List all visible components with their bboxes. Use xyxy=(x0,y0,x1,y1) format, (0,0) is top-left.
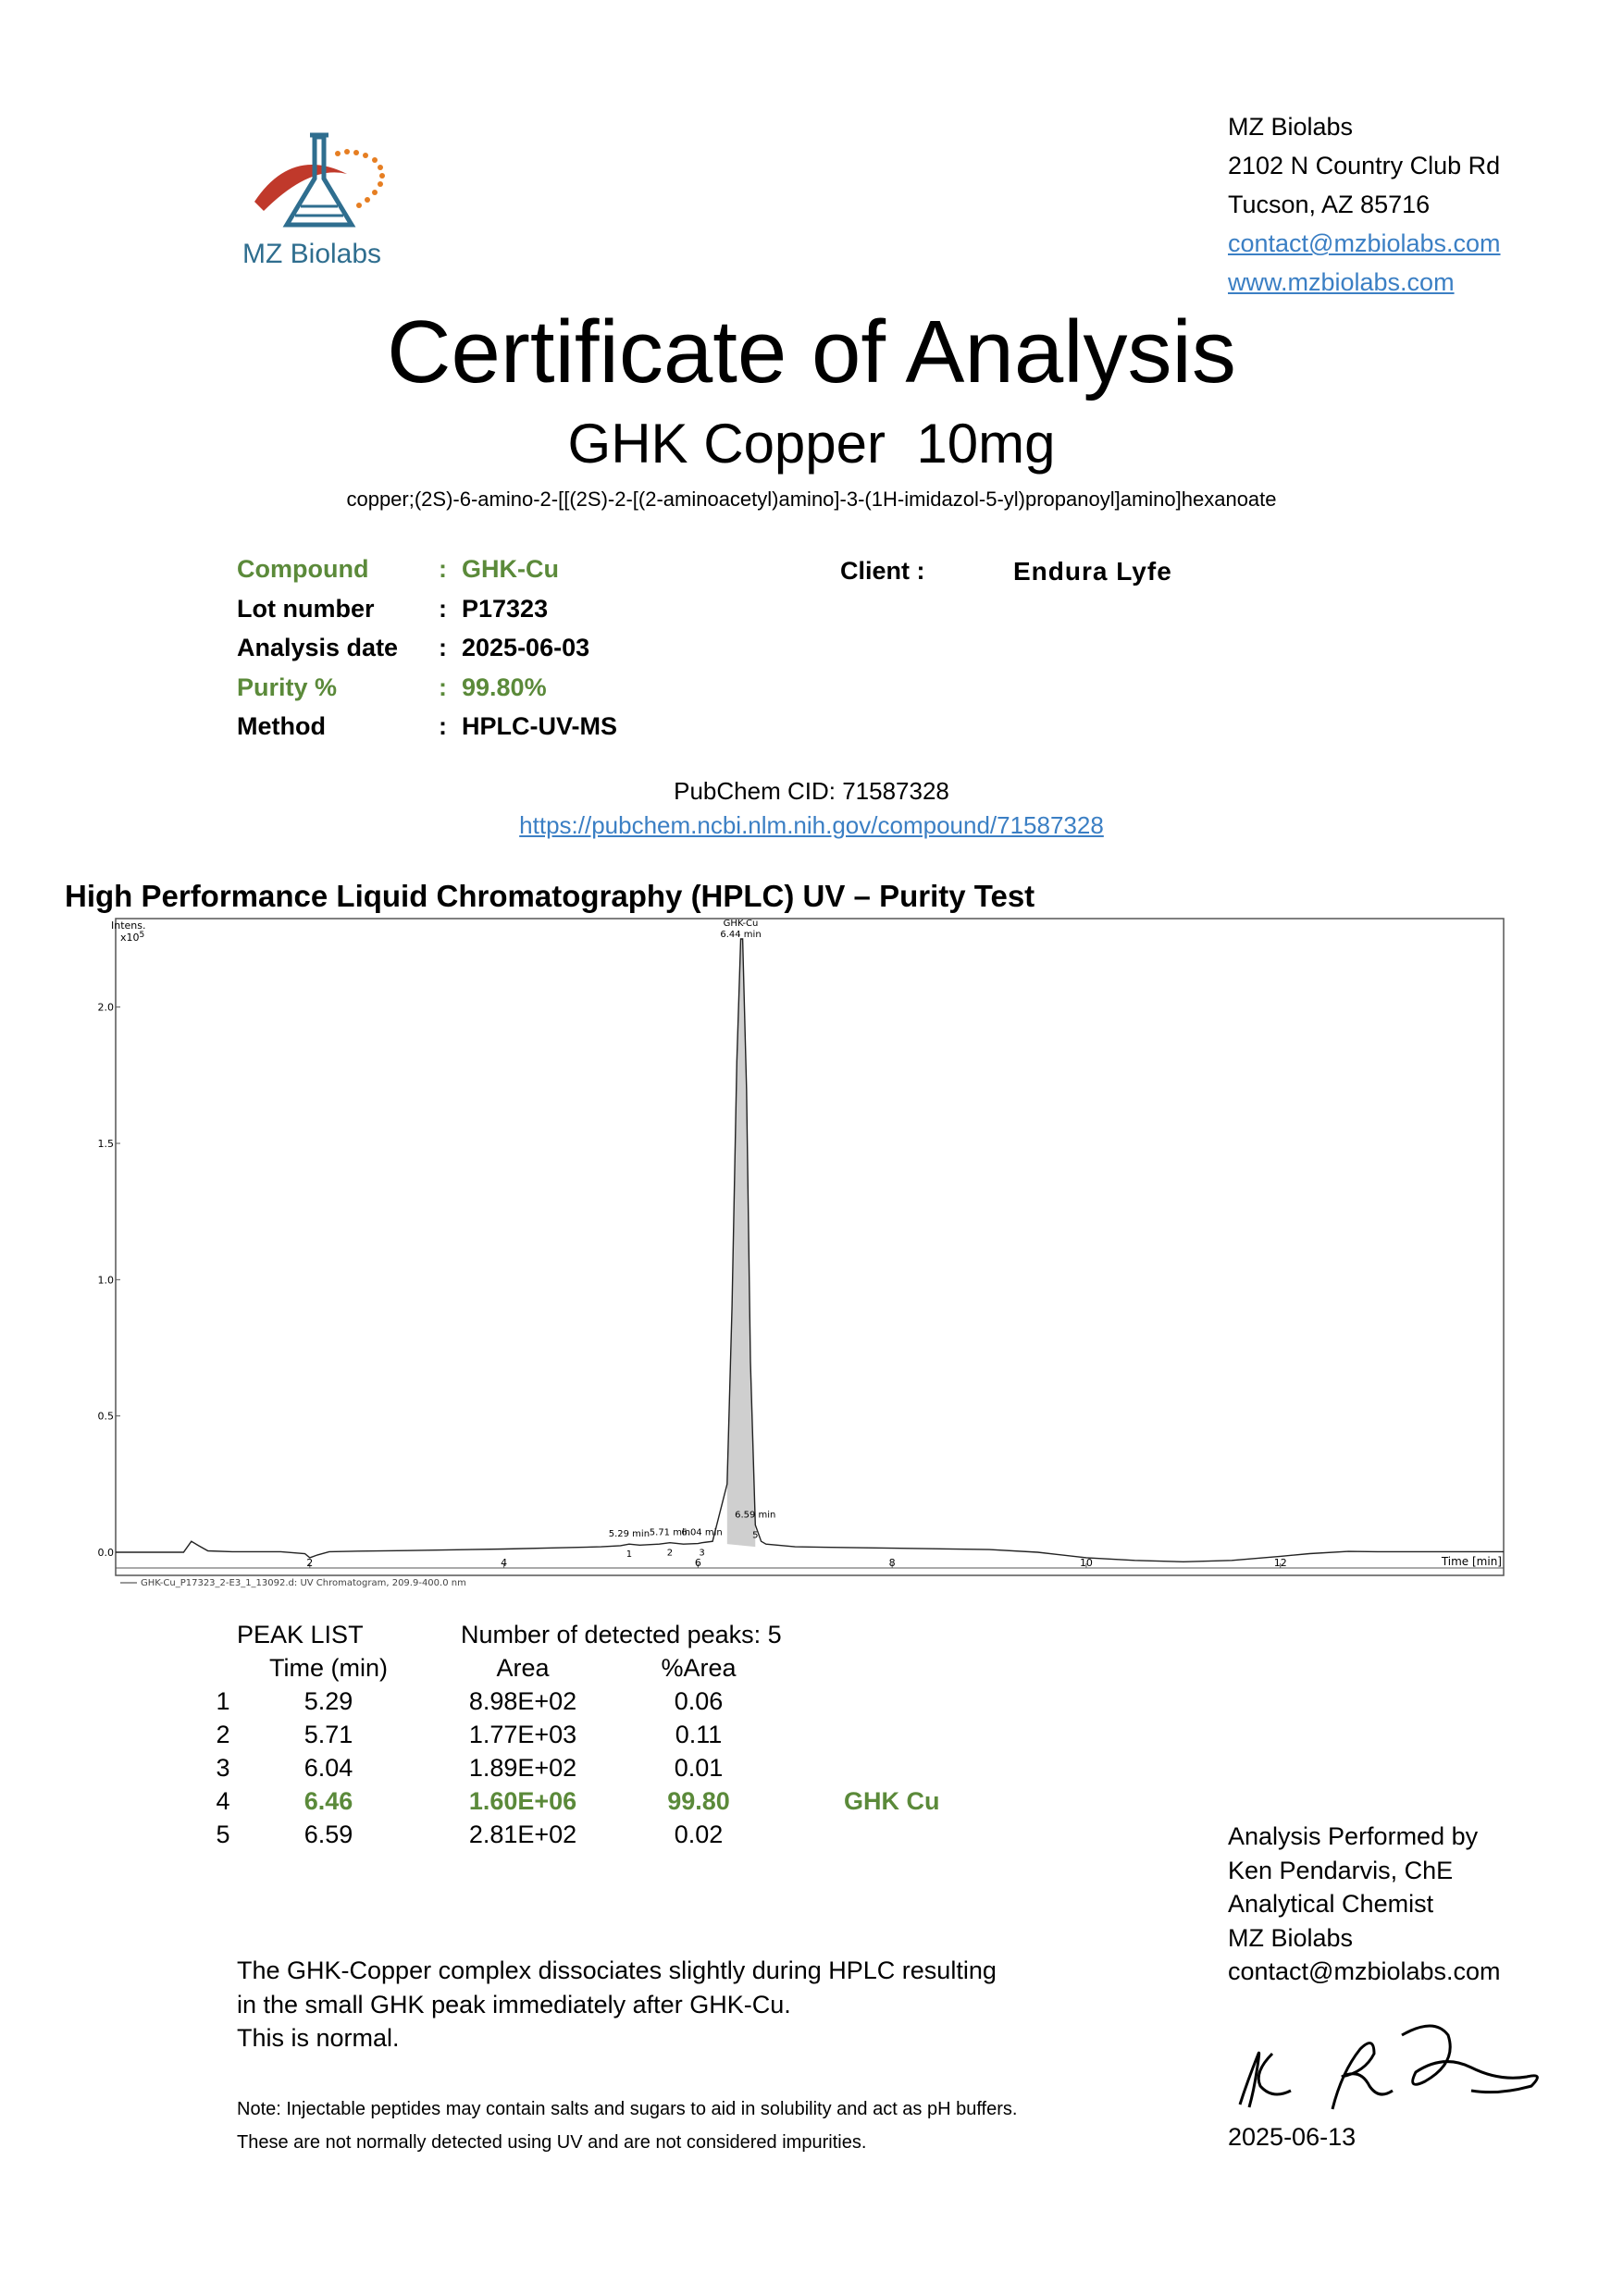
peak-area: 1.89E+02 xyxy=(468,1754,577,1782)
analysis-date-label: Analysis date xyxy=(237,634,399,661)
x-tick-label: 8 xyxy=(888,1557,896,1569)
y-tick-label: 2.0 xyxy=(97,1001,114,1014)
peak-time: 6.04 xyxy=(304,1754,353,1782)
peak-annotation-number: 1 xyxy=(626,1549,633,1561)
method-value: HPLC-UV-MS xyxy=(462,712,617,740)
chromatogram-line xyxy=(116,939,1504,1562)
peak-index: 4 xyxy=(216,1787,230,1815)
peak-area: 1.77E+03 xyxy=(468,1721,577,1748)
colon: : xyxy=(439,594,447,623)
hplc-section-title: High Performance Liquid Chromatography (HPLC) UV – Purity Test xyxy=(65,879,1035,913)
peak-index: 1 xyxy=(216,1687,230,1715)
y-tick-label: 1.0 xyxy=(97,1274,114,1287)
analysis-date-value: 2025-06-03 xyxy=(462,634,590,661)
peak-annotation-number: 5 xyxy=(752,1530,759,1541)
peak-index: 2 xyxy=(216,1721,230,1748)
dissociation-note xyxy=(237,1954,997,2055)
compound-value: GHK-Cu xyxy=(462,555,559,583)
peak-time: 5.29 xyxy=(304,1687,353,1715)
header-time: Time (min) xyxy=(269,1654,388,1682)
note-line: Note: Injectable peptides may contain salts and sugars to aid in solubility and act as pH buffers. xyxy=(237,2099,1018,2119)
fine-print-note xyxy=(237,2092,1017,2159)
peak-time: 5.71 xyxy=(304,1721,353,1748)
logo-text: MZ Biolabs xyxy=(242,239,382,269)
peak-pct: 0.01 xyxy=(674,1754,724,1782)
peak-list-title: PEAK LIST xyxy=(237,1621,364,1648)
x-tick-label: 4 xyxy=(501,1557,508,1569)
pubchem-link[interactable]: https://pubchem.ncbi.nlm.nih.gov/compound/71587328 xyxy=(519,811,1104,839)
city-state-zip: Tucson, AZ 85716 xyxy=(1228,191,1431,218)
signature-date: 2025-06-13 xyxy=(1228,2123,1357,2151)
detected-peaks: Number of detected peaks: 5 xyxy=(461,1621,782,1648)
main-peak-time: 6.44 min xyxy=(720,930,762,940)
peak-area: 8.98E+02 xyxy=(468,1687,577,1715)
header-pct: %Area xyxy=(661,1654,737,1682)
website-link[interactable]: www.mzbiolabs.com xyxy=(1228,268,1455,296)
lot-label: Lot number xyxy=(237,594,375,623)
street-address: 2102 N Country Club Rd xyxy=(1228,152,1501,179)
peak-index: 5 xyxy=(216,1821,230,1848)
peak-annotation-label: 5.29 min xyxy=(608,1529,650,1540)
peak-pct: 0.02 xyxy=(674,1821,724,1848)
note-line: The GHK-Copper complex dissociates slightly during HPLC resulting xyxy=(237,1957,997,1984)
method-label: Method xyxy=(237,712,326,740)
peak-pct: 0.11 xyxy=(675,1721,723,1748)
client-label: Client : xyxy=(840,557,925,585)
peak-index: 3 xyxy=(216,1754,230,1782)
analyst-role: Analytical Chemist xyxy=(1228,1890,1434,1918)
hplc-chromatogram xyxy=(97,916,1510,1591)
peak-annotation-number: 3 xyxy=(699,1548,705,1559)
lot-value: P17323 xyxy=(462,594,549,623)
analyst-block xyxy=(1228,1820,1501,1989)
company-name: MZ Biolabs xyxy=(1228,113,1354,141)
peak-area: 1.60E+06 xyxy=(468,1787,577,1815)
x-tick-label: 10 xyxy=(1079,1557,1093,1569)
compound-label: Compound xyxy=(237,555,369,583)
signature-icon xyxy=(1203,1998,1573,2118)
y-tick-label: 1.5 xyxy=(97,1138,114,1150)
x-axis-label: Time [min] xyxy=(1441,1555,1502,1568)
y-tick-label: 0.5 xyxy=(97,1410,114,1423)
note-line: in the small GHK peak immediately after GHK-Cu. xyxy=(237,1990,791,2018)
client-value: Endura Lyfe xyxy=(1013,557,1172,586)
y-scale-exp: 5 xyxy=(139,931,145,940)
y-axis-label: Intens. xyxy=(111,920,146,932)
colon: : xyxy=(439,555,447,583)
plot-frame xyxy=(116,919,1504,1575)
analyst-org: MZ Biolabs xyxy=(1228,1923,1354,1952)
note-line: This is normal. xyxy=(237,2024,400,2052)
email-link[interactable]: contact@mzbiolabs.com xyxy=(1228,229,1501,257)
peak-annotation-label: 5.71 min xyxy=(649,1527,691,1538)
page-title: Certificate of Analysis xyxy=(387,302,1236,401)
iupac-name: copper;(2S)-6-amino-2-[[(2S)-2-[(2-aminoacetyl)amino]-3-(1H-imidazol-5-yl)propanoyl]amino]hexanoate xyxy=(346,488,1277,511)
note-line: These are not normally detected using UV and are not considered impurities. xyxy=(237,2132,867,2153)
purity-label: Purity % xyxy=(237,673,338,701)
legend-text: GHK-Cu_P17323_2-E3_1_13092.d: UV Chromatogram, 209.9-400.0 nm xyxy=(141,1578,466,1588)
main-peak-name: GHK-Cu xyxy=(723,919,759,929)
analyst-name: Ken Pendarvis, ChE xyxy=(1228,1856,1454,1884)
x-tick-label: 6 xyxy=(694,1557,701,1569)
colon: : xyxy=(439,673,447,701)
pubchem-cid: PubChem CID: 71587328 xyxy=(674,777,949,805)
x-tick-label: 12 xyxy=(1273,1557,1287,1569)
purity-value: 99.80% xyxy=(462,673,547,701)
x-tick-label: 2 xyxy=(306,1557,314,1569)
y-scale-label: x10 xyxy=(120,932,140,944)
peak-pct: 99.80 xyxy=(667,1787,730,1815)
y-tick-label: 0.0 xyxy=(97,1547,114,1559)
peak-pct: 0.06 xyxy=(674,1687,724,1715)
peak-annotation-label: 6.59 min xyxy=(735,1510,776,1521)
peak-annotation-label: 6.04 min xyxy=(681,1527,723,1538)
product-name: GHK Copper 10mg xyxy=(567,413,1056,475)
address-block xyxy=(1228,107,1501,302)
peak-time: 6.46 xyxy=(304,1787,353,1815)
header-area: Area xyxy=(496,1654,550,1682)
colon: : xyxy=(439,634,447,661)
colon: : xyxy=(439,712,447,740)
analyst-email: contact@mzbiolabs.com xyxy=(1228,1957,1501,1985)
svg-text:x105 xyxy=(120,931,144,944)
main-peak-area xyxy=(727,939,755,1547)
analyst-intro: Analysis Performed by xyxy=(1228,1822,1479,1850)
peak-annotation-number: 2 xyxy=(666,1548,674,1559)
peak-time: 6.59 xyxy=(304,1821,353,1848)
peak-name: GHK Cu xyxy=(844,1787,940,1815)
peak-area: 2.81E+02 xyxy=(468,1821,577,1848)
